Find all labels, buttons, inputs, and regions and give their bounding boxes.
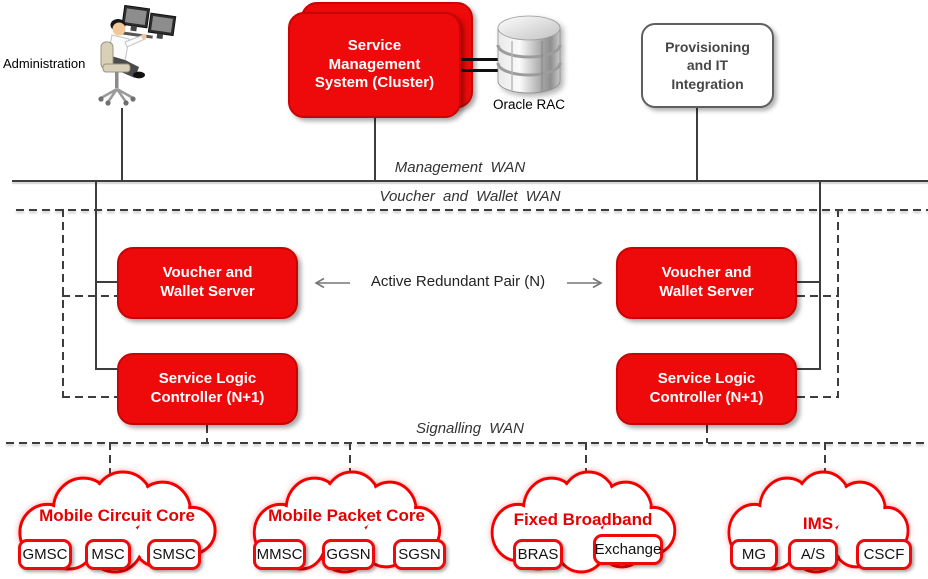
redundancy-label: Active Redundant Pair (N) bbox=[370, 273, 546, 290]
node-mmsc: MMSC bbox=[253, 539, 306, 570]
management-wan-label: Management WAN bbox=[394, 159, 526, 176]
node-exchange: Exchange bbox=[593, 534, 663, 565]
cloud-title: IMS bbox=[802, 514, 834, 533]
provisioning-connector bbox=[696, 106, 698, 181]
right-dashed-spine bbox=[837, 209, 839, 398]
left-slc-solid-branch bbox=[95, 368, 119, 370]
right-slc-solid-branch bbox=[797, 368, 821, 370]
sms-connector bbox=[374, 117, 376, 181]
provisioning-label: Provisioning and IT Integration bbox=[665, 39, 750, 92]
management-wan-line bbox=[12, 180, 928, 182]
service-logic-controller-right bbox=[616, 353, 797, 425]
signalling-wan-line bbox=[6, 442, 928, 444]
left-vws-dashed-branch bbox=[62, 295, 118, 297]
node-as: A/S bbox=[788, 539, 838, 570]
right-slc-dashed-branch bbox=[797, 396, 839, 398]
cloud-ims bbox=[718, 468, 918, 579]
cloud-title: Mobile Circuit Core bbox=[39, 506, 195, 525]
right-vws-solid-branch bbox=[797, 281, 821, 283]
sms-cluster-label: Service Management System (Cluster) bbox=[314, 36, 435, 92]
right-solid-spine bbox=[819, 180, 821, 370]
sms-cluster-box bbox=[288, 12, 461, 118]
service-logic-controller-left bbox=[117, 353, 298, 425]
left-vws-solid-branch bbox=[95, 281, 119, 283]
node-sgsn: SGSN bbox=[393, 539, 446, 570]
node-bras: BRAS bbox=[513, 539, 563, 570]
provisioning-box bbox=[641, 23, 774, 108]
voucher-wallet-server-left bbox=[117, 247, 298, 319]
signalling-wan-label: Signalling WAN bbox=[416, 420, 524, 437]
cloud-mobile-circuit-core bbox=[8, 468, 226, 579]
arrow-left-icon bbox=[313, 277, 351, 289]
right-slc-signalling-drop bbox=[706, 425, 708, 443]
arrow-right-icon bbox=[566, 277, 604, 289]
cloud-mobile-packet-core bbox=[243, 468, 450, 579]
node-smsc: SMSC bbox=[147, 539, 201, 570]
right-vws-dashed-branch bbox=[797, 295, 839, 297]
voucher-wallet-server-left-label: Voucher and Wallet Server bbox=[160, 264, 255, 300]
administrator-person-icon bbox=[94, 5, 180, 111]
node-cscf: CSCF bbox=[856, 539, 912, 570]
node-msc: MSC bbox=[85, 539, 131, 570]
node-ggsn: GGSN bbox=[322, 539, 375, 570]
node-mg: MG bbox=[730, 539, 778, 570]
left-slc-dashed-branch bbox=[62, 396, 118, 398]
oracle-rac-label: Oracle RAC bbox=[492, 97, 565, 112]
left-slc-signalling-drop bbox=[206, 425, 208, 443]
voucher-wallet-wan-line bbox=[16, 209, 928, 211]
admin-connector bbox=[121, 108, 123, 181]
oracle-rac-database-icon bbox=[492, 13, 566, 97]
cloud-title: Fixed Broadband bbox=[513, 510, 653, 529]
left-solid-spine bbox=[95, 180, 97, 370]
left-dashed-spine bbox=[62, 209, 64, 398]
cloud-fixed-broadband bbox=[481, 468, 685, 579]
service-logic-controller-right-label: Service Logic Controller (N+1) bbox=[649, 370, 764, 406]
voucher-wallet-server-right bbox=[616, 247, 797, 319]
service-logic-controller-left-label: Service Logic Controller (N+1) bbox=[150, 370, 265, 406]
voucher-wallet-wan-label: Voucher and Wallet WAN bbox=[379, 188, 561, 205]
cloud-title: Mobile Packet Core bbox=[268, 506, 425, 525]
voucher-wallet-server-right-label: Voucher and Wallet Server bbox=[659, 264, 754, 300]
administration-label: Administration bbox=[3, 56, 86, 71]
node-gmsc: GMSC bbox=[18, 539, 72, 570]
